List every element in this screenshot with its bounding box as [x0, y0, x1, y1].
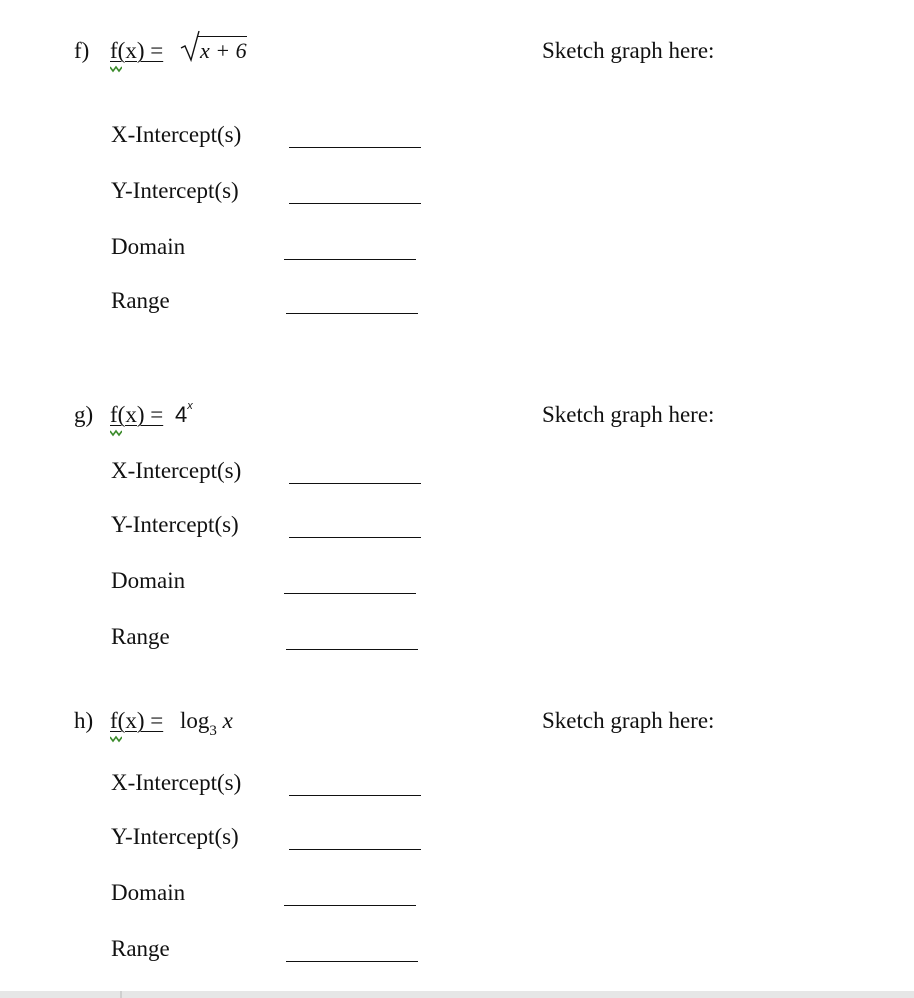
- question-h-y-intercept-blank[interactable]: [289, 849, 421, 850]
- square-root-sign-icon: [180, 30, 200, 62]
- question-g-range-label: Range: [111, 624, 170, 649]
- question-g-y-intercept-label: Y-Intercept(s): [111, 512, 239, 537]
- question-h-label: h): [74, 708, 94, 733]
- question-h-domain-label: Domain: [111, 880, 186, 905]
- question-h-x-intercept-blank[interactable]: [289, 795, 421, 796]
- question-f-expression: [180, 36, 247, 64]
- question-f-y-intercept-label: Y-Intercept(s): [111, 178, 239, 203]
- question-h-x-intercept-label: X-Intercept(s): [111, 770, 242, 795]
- question-g-x-intercept-label: X-Intercept(s): [111, 458, 242, 483]
- question-g-domain-blank[interactable]: [284, 593, 416, 594]
- question-g-function-name: [110, 402, 163, 428]
- logarithm-argument: x: [222, 708, 233, 733]
- question-h-y-intercept-label: Y-Intercept(s): [111, 824, 239, 849]
- question-g-domain-label: Domain: [111, 568, 186, 593]
- square-root-body: x + 6: [200, 38, 247, 63]
- exponential-exponent: x: [187, 400, 193, 412]
- question-f-domain-blank[interactable]: [284, 259, 416, 260]
- question-f-fx-text: f(x) =: [110, 38, 164, 63]
- exponential-base: 4: [175, 402, 188, 427]
- question-g-expression: [175, 402, 193, 428]
- question-g-x-intercept-blank[interactable]: [289, 483, 421, 484]
- question-g-y-intercept-blank[interactable]: [289, 537, 421, 538]
- question-f-label: f): [74, 38, 90, 63]
- question-f-function-name: [110, 38, 163, 64]
- question-h-fx: [110, 708, 163, 733]
- question-h-function-name: [110, 708, 163, 734]
- question-g-fx: [110, 402, 163, 427]
- question-h-range-blank[interactable]: [286, 961, 418, 962]
- question-f-range-blank[interactable]: [286, 313, 418, 314]
- logarithm-function: log: [180, 708, 210, 733]
- question-f-x-intercept-blank[interactable]: [289, 147, 421, 148]
- question-h-range-label: Range: [111, 936, 170, 961]
- page-bottom-edge: [0, 991, 914, 998]
- question-f-x-intercept-label: X-Intercept(s): [111, 122, 242, 147]
- question-f-range-label: Range: [111, 288, 170, 313]
- spellcheck-mark-icon: [110, 429, 122, 437]
- question-h-fx-text: f(x) =: [110, 708, 164, 733]
- logarithm-base: 3: [209, 723, 217, 739]
- question-g-range-blank[interactable]: [286, 649, 418, 650]
- question-h-domain-blank[interactable]: [284, 905, 416, 906]
- spellcheck-mark-icon: [110, 65, 122, 73]
- question-f-y-intercept-blank[interactable]: [289, 203, 421, 204]
- question-g-fx-text: f(x) =: [110, 402, 164, 427]
- question-h-sketch-prompt: Sketch graph here:: [542, 708, 715, 733]
- question-h-expression: [180, 708, 233, 739]
- question-f-sketch-prompt: Sketch graph here:: [542, 38, 715, 63]
- question-f-domain-label: Domain: [111, 234, 186, 259]
- question-g-sketch-prompt: Sketch graph here:: [542, 402, 715, 427]
- square-root-expression: [180, 36, 247, 64]
- page-bottom-divider: [120, 991, 122, 998]
- spellcheck-mark-icon: [110, 735, 122, 743]
- question-g-label: g): [74, 402, 94, 427]
- question-f-fx: [110, 38, 163, 63]
